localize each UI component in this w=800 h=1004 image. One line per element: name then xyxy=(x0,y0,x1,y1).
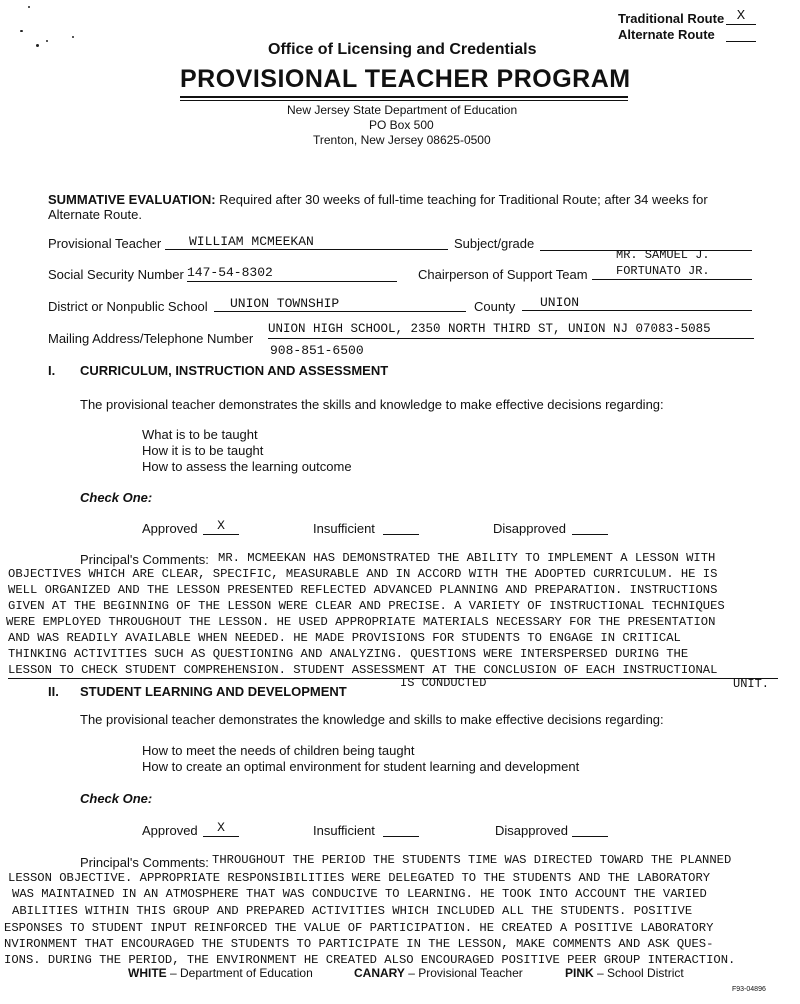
section1-approved-label: Approved xyxy=(142,521,198,536)
section2-comment-line: THROUGHOUT THE PERIOD THE STUDENTS TIME WAS DIRECTED TOWARD THE PLANNED xyxy=(212,853,732,867)
section2-intro: The provisional teacher demonstrates the knowledge and skills to make effective decisions regarding: xyxy=(80,712,664,727)
section1-title: CURRICULUM, INSTRUCTION AND ASSESSMENT xyxy=(80,363,389,378)
alternate-route-label: Alternate Route xyxy=(618,27,715,42)
section1-comments-label: Principal's Comments: xyxy=(80,552,209,567)
footer-white-desc: – Department of Education xyxy=(166,966,313,980)
footer-copy-distribution xyxy=(128,966,313,980)
teacher-value: WILLIAM MCMEEKAN xyxy=(189,234,314,249)
title-rule xyxy=(180,96,628,98)
section1-approved-mark: X xyxy=(217,518,225,533)
po-box: PO Box 500 xyxy=(369,118,434,132)
address-value: UNION HIGH SCHOOL, 2350 NORTH THIRD ST, UNION NJ 07083-5085 xyxy=(268,322,711,336)
section1-comment-line: AND WAS READILY AVAILABLE WHEN NEEDED. HE MADE PROVISIONS FOR STUDENTS TO ENGAGE IN CRITICAL xyxy=(8,631,681,645)
district-value: UNION TOWNSHIP xyxy=(230,296,340,311)
section1-disapproved-field[interactable] xyxy=(572,520,608,535)
form-code: F93-04896 xyxy=(732,986,766,993)
traditional-route-mark: X xyxy=(736,8,746,24)
district-field[interactable] xyxy=(214,296,466,312)
section1-number: I. xyxy=(48,363,56,378)
section1-comment-line: WERE EMPLOYED THROUGHOUT THE LESSON. HE USED APPROPRIATE MATERIALS NECESSARY FOR THE PRESENTATION xyxy=(6,615,716,629)
footer-canary: CANARY xyxy=(354,966,405,980)
chair-field[interactable] xyxy=(592,264,752,280)
section1-comment-line: MR. MCMEEKAN HAS DEMONSTRATED THE ABILITY TO IMPLEMENT A LESSON WITH xyxy=(218,551,716,565)
chair-value-line1: MR. SAMUEL J. xyxy=(616,248,710,262)
footer-white: WHITE xyxy=(128,966,167,980)
alternate-route-field[interactable] xyxy=(726,27,756,42)
section1-comment-line: LESSON TO CHECK STUDENT COMPREHENSION. STUDENT ASSESSMENT AT THE CONCLUSION OF EACH INSTRUCTIONAL xyxy=(8,663,718,677)
city-address: Trenton, New Jersey 08625-0500 xyxy=(313,133,491,147)
section1-item: How to assess the learning outcome xyxy=(142,459,352,474)
section2-comment-line: ABILITIES WITHIN THIS GROUP AND PREPARED ACTIVITIES WHICH INCLUDED ALL THE STUDENTS. POSITIVE xyxy=(12,904,693,918)
teacher-label: Provisional Teacher xyxy=(48,236,162,251)
section1-insert-text: IS CONDUCTED xyxy=(400,676,487,690)
scan-speck xyxy=(20,30,23,32)
footer-pink: PINK xyxy=(565,966,594,980)
section1-intro: The provisional teacher demonstrates the skills and knowledge to make effective decisions regarding: xyxy=(80,397,664,412)
section1-item: What is to be taught xyxy=(142,427,258,442)
section2-item: How to meet the needs of children being taught xyxy=(142,743,415,758)
footer-pink-block xyxy=(565,966,684,980)
section2-comment-line: NVIRONMENT THAT ENCOURAGED THE STUDENTS TO PARTICIPATE IN THE LESSON, MAKE COMMENTS AND ASK QUES- xyxy=(4,937,714,951)
section1-insufficient-field[interactable] xyxy=(383,520,419,535)
summative-text: Required after 30 weeks of full-time teaching for Traditional Route; after 34 weeks for xyxy=(219,192,708,207)
section1-item: How it is to be taught xyxy=(142,443,264,458)
section2-comment-line: IONS. DURING THE PERIOD, THE ENVIRONMENT HE CREATED ALSO ENCOURAGED POSITIVE PEER GROUP INTERACTION. xyxy=(4,953,736,967)
section2-insufficient-label: Insufficient xyxy=(313,823,375,838)
section2-comment-line: ESPONSES TO STUDENT INPUT REINFORCED THE VALUE OF PARTICIPATION. HE CREATED A POSITIVE LABORATORY xyxy=(4,921,714,935)
program-title: PROVISIONAL TEACHER PROGRAM xyxy=(180,65,631,93)
section2-item: How to create an optimal environment for student learning and development xyxy=(142,759,580,774)
footer-canary-block xyxy=(354,966,523,980)
address-label: Mailing Address/Telephone Number xyxy=(48,331,254,346)
section2-comments-label: Principal's Comments: xyxy=(80,855,209,870)
section2-title: STUDENT LEARNING AND DEVELOPMENT xyxy=(80,684,347,699)
title-rule-thin xyxy=(180,100,628,101)
section1-check-one: Check One: xyxy=(80,490,153,505)
scan-speck xyxy=(72,36,74,38)
district-label: District or Nonpublic School xyxy=(48,299,208,314)
section1-insufficient-label: Insufficient xyxy=(313,521,375,536)
chair-label: Chairperson of Support Team xyxy=(418,267,588,282)
section1-unit-text: UNIT. xyxy=(733,677,770,691)
section1-approved-field[interactable] xyxy=(203,518,239,535)
section2-disapproved-field[interactable] xyxy=(572,822,608,837)
ssn-label: Social Security Number xyxy=(48,267,184,282)
phone-value: 908-851-6500 xyxy=(270,343,364,358)
teacher-field[interactable] xyxy=(165,234,448,250)
section2-comment-line: WAS MAINTAINED IN AN ATMOSPHERE THAT WAS CONDUCIVE TO LEARNING. HE TOOK INTO ACCOUNT THE VARIED xyxy=(12,887,707,901)
section2-approved-mark: X xyxy=(217,820,225,835)
summative-evaluation xyxy=(48,192,708,207)
section1-comment-line: OBJECTIVES WHICH ARE CLEAR, SPECIFIC, MEASURABLE AND IN ACCORD WITH THE ADOPTED CURRICULUM. HE IS xyxy=(8,567,718,581)
section2-comment-line: LESSON OBJECTIVE. APPROPRIATE RESPONSIBILITIES WERE DELEGATED TO THE STUDENTS AND THE LABORATORY xyxy=(8,871,711,885)
section1-comment-line: GIVEN AT THE BEGINNING OF THE LESSON WERE CLEAR AND PRECISE. A VARIETY OF INSTRUCTIONAL TECHNIQUES xyxy=(8,599,725,613)
subject-label: Subject/grade xyxy=(454,236,535,251)
section2-insufficient-field[interactable] xyxy=(383,822,419,837)
scan-speck xyxy=(36,44,39,47)
county-value: UNION xyxy=(540,295,580,310)
scan-speck xyxy=(46,40,48,42)
county-label: County xyxy=(474,299,516,314)
section2-approved-field[interactable] xyxy=(203,820,239,837)
section1-comment-line: THINKING ACTIVITIES SUCH AS QUESTIONING AND ANALYZING. QUESTIONS WERE INTERSPERSED DURING THE xyxy=(8,647,689,661)
chair-value-line2: FORTUNATO JR. xyxy=(616,264,710,278)
ssn-value: 147-54-8302 xyxy=(187,265,273,280)
section2-approved-label: Approved xyxy=(142,823,198,838)
section1-disapproved-label: Disapproved xyxy=(493,521,566,536)
scan-speck xyxy=(28,6,30,8)
section2-number: II. xyxy=(48,684,59,699)
section1-comment-underline xyxy=(8,678,778,679)
summative-label: SUMMATIVE EVALUATION: xyxy=(48,192,216,207)
address-field[interactable] xyxy=(268,322,754,339)
traditional-route-label: Traditional Route xyxy=(618,11,725,26)
section2-check-one: Check One: xyxy=(80,791,153,806)
section2-disapproved-label: Disapproved xyxy=(495,823,568,838)
department-name: New Jersey State Department of Education xyxy=(287,103,518,117)
section1-comment-line: WELL ORGANIZED AND THE LESSON PRESENTED REFLECTED ADVANCED PLANNING AND PREPARATION. INSTRUCTIONS xyxy=(8,583,718,597)
county-field[interactable] xyxy=(522,295,752,311)
traditional-route-field[interactable] xyxy=(726,8,756,25)
office-title: Office of Licensing and Credentials xyxy=(268,41,537,58)
footer-canary-desc: – Provisional Teacher xyxy=(404,966,523,980)
summative-text-cont: Alternate Route. xyxy=(48,207,142,222)
footer-pink-desc: – School District xyxy=(593,966,684,980)
ssn-field[interactable] xyxy=(187,265,397,282)
